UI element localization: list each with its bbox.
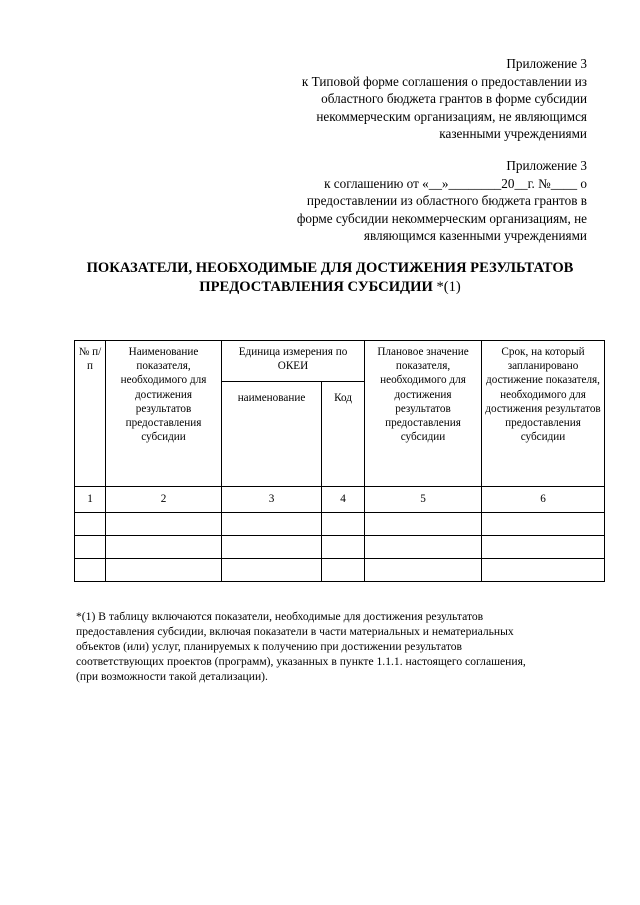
table-header-row: [75, 341, 605, 382]
header-cell-number: № п/п: [75, 341, 106, 487]
table-cell: [322, 513, 365, 536]
footnote-line: (при возможности такой детализации).: [76, 670, 268, 683]
table-cell: [222, 513, 322, 536]
table-cell: [322, 559, 365, 582]
table-cell: [75, 513, 106, 536]
footnote-line: предоставления субсидии, включая показатели в части материальных и нематериальных: [76, 625, 514, 638]
table-cell: [365, 513, 482, 536]
table-cell: [106, 559, 222, 582]
table-cell: [482, 513, 605, 536]
annex-line: являющимся казенными учреждениями: [363, 228, 587, 243]
header-cell-unit-okei: Единица измерения по ОКЕИ: [222, 341, 365, 382]
title-line-2: [60, 278, 600, 297]
table-column-numbers-row: [75, 487, 605, 513]
table-cell: [482, 536, 605, 559]
header-cell-unit-name: наименование: [222, 382, 322, 487]
annex-line: некоммерческим организациям, не являющимся: [316, 108, 587, 124]
header-cell-deadline: Срок, на который запланировано достижение показателя, необходимого для достижения результатов предоставления субсидии: [482, 341, 605, 487]
table-cell: [75, 536, 106, 559]
document-title: [60, 259, 600, 297]
table-cell: [365, 559, 482, 582]
annex-line: Приложение 3: [506, 56, 587, 71]
table-cell: [106, 536, 222, 559]
footnote-line: *(1) В таблицу включаются показатели, необходимые для достижения результатов: [76, 610, 484, 623]
annex-line: к Типовой форме соглашения о предоставлении из: [301, 73, 587, 89]
annex-to-agreement: [227, 157, 587, 245]
table-row: [75, 559, 605, 582]
annex-line: областного бюджета грантов в форме субсидии: [321, 91, 587, 106]
annex-line: к соглашению от «__»________20__г. №____ о: [324, 175, 587, 191]
header-cell-indicator-name: Наименование показателя, необходимого для достижения результатов предоставления субсидии: [106, 341, 222, 487]
column-number: 5: [365, 487, 482, 513]
column-number: 6: [482, 487, 605, 513]
column-number: 4: [322, 487, 365, 513]
footnote-line: соответствующих проектов (программ), указанных в пункте 1.1.1. настоящего соглашения,: [76, 655, 526, 668]
table-cell: [222, 559, 322, 582]
footnote: [76, 609, 596, 684]
table-cell: [365, 536, 482, 559]
table-row: [75, 513, 605, 536]
table-cell: [482, 559, 605, 582]
table-row: [75, 536, 605, 559]
table-cell: [322, 536, 365, 559]
column-number: 1: [75, 487, 106, 513]
annex-line: форме субсидии некоммерческим организациям, не: [296, 210, 587, 226]
annex-line: предоставлении из областного бюджета грантов в: [306, 193, 587, 208]
indicators-table: [74, 340, 605, 582]
header-cell-planned-value: Плановое значение показателя, необходимого для достижения результатов предоставления субсидии: [365, 341, 482, 487]
table-cell: [75, 559, 106, 582]
title-line-1: ПОКАЗАТЕЛИ, НЕОБХОДИМЫЕ ДЛЯ ДОСТИЖЕНИЯ РЕЗУЛЬТАТОВ: [86, 260, 574, 276]
table-cell: [222, 536, 322, 559]
annex-to-standard-form: [227, 55, 587, 143]
footnote-line: объектов (или) услуг, планируемых к получению при достижении результатов: [76, 640, 462, 653]
annex-line: казенными учреждениями: [439, 126, 587, 141]
annex-line: Приложение 3: [506, 158, 587, 173]
title-footnote-mark: *(1): [436, 279, 461, 295]
column-number: 2: [106, 487, 222, 513]
title-line-2-text: ПРЕДОСТАВЛЕНИЯ СУБСИДИИ: [199, 279, 433, 295]
header-cell-unit-code: Код: [322, 382, 365, 487]
table-cell: [106, 513, 222, 536]
column-number: 3: [222, 487, 322, 513]
